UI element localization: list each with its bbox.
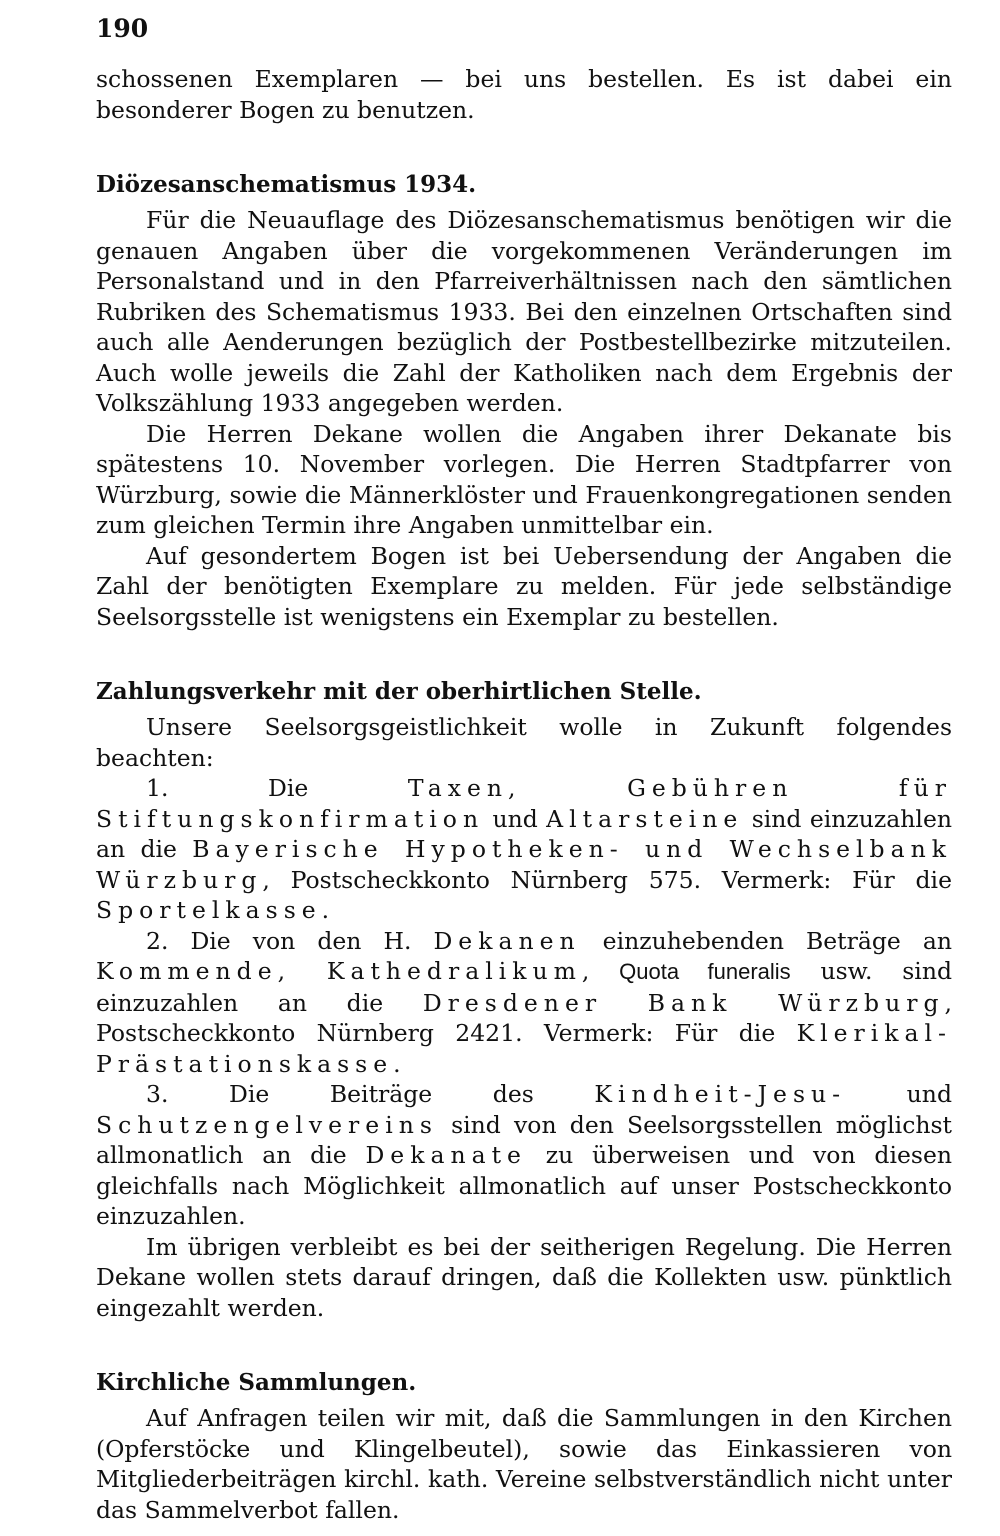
paragraph: Für die Neuauflage des Diözesanschematismus benötigen wir die genauen Angaben über die vorgekommenen Veränderungen im Personalstand und in den Pfarreiverhältnissen nach den sämtlichen Rubriken des Schematismus 1933. Bei den einzelnen Ortschaften sind auch alle Aenderungen bezüglich der Postbestellbezirke mitzuteilen. Auch wolle jeweils die Zahl der Katholiken nach dem Ergebnis der Volkszählung 1933 angegeben werden. (96, 206, 952, 417)
text-run: . (393, 1049, 401, 1078)
emphasized-text: Bayerische Hypotheken- und Wechselbank Würzburg (96, 835, 952, 894)
text-run: 1. Die (146, 774, 408, 802)
section-schematismus (96, 169, 952, 632)
latin-text: Quota funeralis (619, 959, 791, 984)
text-run: zu überweisen und von diesen gleichfalls nach Möglichkeit allmonatlich auf unser Postscheckkonto einzuzahlen. (96, 1141, 952, 1230)
text-run: 3. Die Beiträge des (146, 1080, 595, 1108)
list-item-2 (96, 926, 952, 1080)
text-run: und (484, 804, 547, 833)
text-run: , (581, 957, 620, 985)
emphasized-text: Taxen, Gebühren für Stiftungskonfirmation (96, 774, 952, 833)
emphasized-text: Schutzengelvereins (96, 1110, 438, 1139)
section-title: Kirchliche Sammlungen. (96, 1369, 417, 1396)
emphasized-text: Klerikal-Prästationskasse (96, 1019, 952, 1078)
section-title: Diözesanschematismus 1934. (96, 171, 477, 198)
paragraph: Auf gesondertem Bogen ist bei Uebersendung der Angaben die Zahl der benötigten Exemplare zu melden. Für jede selbständige Seelsorgsstelle ist wenigstens ein Exemplar zu bestellen. (96, 541, 952, 631)
list-item-1 (96, 773, 952, 926)
intro-paragraph: schossenen Exemplaren — bei uns bestellen. Es ist dabei ein besonderer Bogen zu benutzen. (96, 65, 952, 124)
document-page (96, 14, 952, 1525)
text-run: einzuhebenden Beträge an (580, 926, 952, 955)
text-run: . (321, 896, 330, 924)
section-title: Zahlungsverkehr mit der oberhirtlichen Stelle. (96, 678, 702, 705)
emphasized-text: Dresdener Bank Würzburg (422, 988, 945, 1017)
section-sammlungen (96, 1367, 952, 1525)
section-zahlungsverkehr (96, 676, 952, 1323)
text-run: sind von den Seelsorgsstellen möglichst allmonatlich an die (96, 1110, 952, 1169)
text-run: usw. sind einzuzahlen an die (96, 957, 952, 1017)
emphasized-text: Sportelkasse (96, 896, 322, 924)
text-run: , Postscheckkonto Nürnberg 2421. Vermerk: Für die (96, 988, 952, 1047)
text-run: und (846, 1080, 952, 1108)
text-run: sind einzuzahlen an die (96, 804, 952, 863)
emphasized-text: Dekanen (433, 926, 581, 955)
text-run: 2. Die von den H. (146, 926, 434, 955)
paragraph: Auf Anfragen teilen wir mit, daß die Sammlungen in den Kirchen (Opferstöcke und Klingelbeutel), sowie das Einkassieren von Mitgliederbeiträgen kirchl. kath. Vereine selbstverständlich nicht unter das Sammelverbot fallen. (96, 1404, 952, 1524)
page-number: 190 (96, 14, 149, 43)
emphasized-text: Dekanate (365, 1141, 527, 1169)
text-run: , Postscheckkonto Nürnberg 575. Vermerk: Für die (262, 865, 952, 894)
emphasized-text: Kindheit-Jesu- (594, 1080, 847, 1108)
paragraph: Unsere Seelsorgsgeistlichkeit wolle in Zukunft folgendes beachten: (96, 713, 952, 772)
paragraph: Die Herren Dekane wollen die Angaben ihrer Dekanate bis spätestens 10. November vorlegen. Die Herren Stadtpfarrer von Würzburg, sowie die Männerklöster und Frauenkongregationen senden zum gleichen Termin ihre Angaben unmittelbar ein. (96, 419, 952, 539)
list-item-3 (96, 1079, 952, 1232)
paragraph: Im übrigen verbleibt es bei der seitherigen Regelung. Die Herren Dekane wollen stets darauf dringen, daß die Kollekten usw. pünktlich eingezahlt werden. (96, 1232, 952, 1322)
emphasized-text: Kommende, Kathedralikum (96, 957, 582, 985)
emphasized-text: Altarsteine (546, 804, 744, 833)
